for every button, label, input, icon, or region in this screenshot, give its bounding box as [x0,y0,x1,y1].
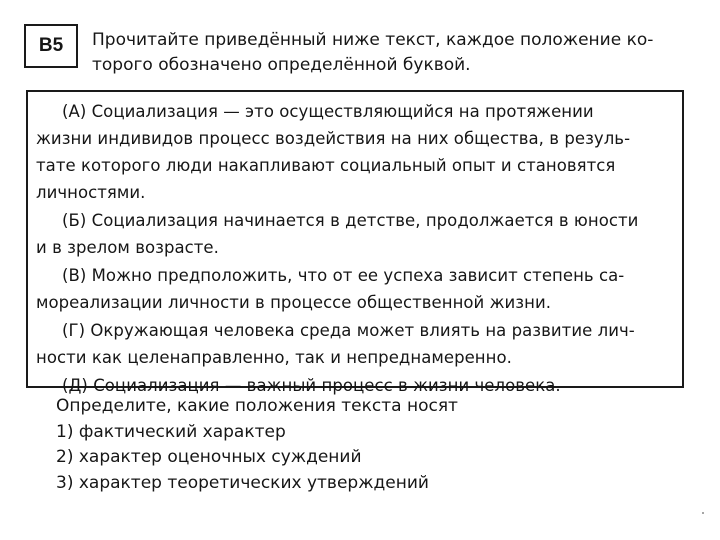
statement-g: (Г) Окружающая человека среда может влиять на развитие лич- ности как целенаправленно, так и непреднамеренно. [36,321,635,367]
statement-b: (Б) Социализация начинается в детстве, продолжается в юности и в зрелом возрасте. [36,211,639,257]
source-text-box [26,90,684,395]
statement-d: (Д) Социализация — важный процесс в жизни человека. [62,376,561,395]
question-prompt: Определите, какие положения текста носят [56,396,458,416]
answer-option-2: 2) характер оценочных суждений [56,447,362,467]
answer-option-3: 3) характер теоретических утверждений [56,472,429,493]
statement-v: (В) Можно предположить, что от ее успеха зависит степень са- мореализации личности в процессе общественной жизни. [36,266,625,312]
task-number-label: B5 [24,24,78,68]
scan-speck [702,512,704,514]
task-instruction: Прочитайте приведённый ниже текст, каждое положение ко- торого обозначено определённой буквой. [92,30,654,75]
question-block [56,394,676,496]
statement-a: (А) Социализация — это осуществляющийся на протяжении жизни индивидов процесс воздействия на них общества, в резуль- тате которого люди накапливают социальный опыт и становятся личностями. [36,102,631,202]
answer-option-1: 1) фактический характер [56,421,286,442]
